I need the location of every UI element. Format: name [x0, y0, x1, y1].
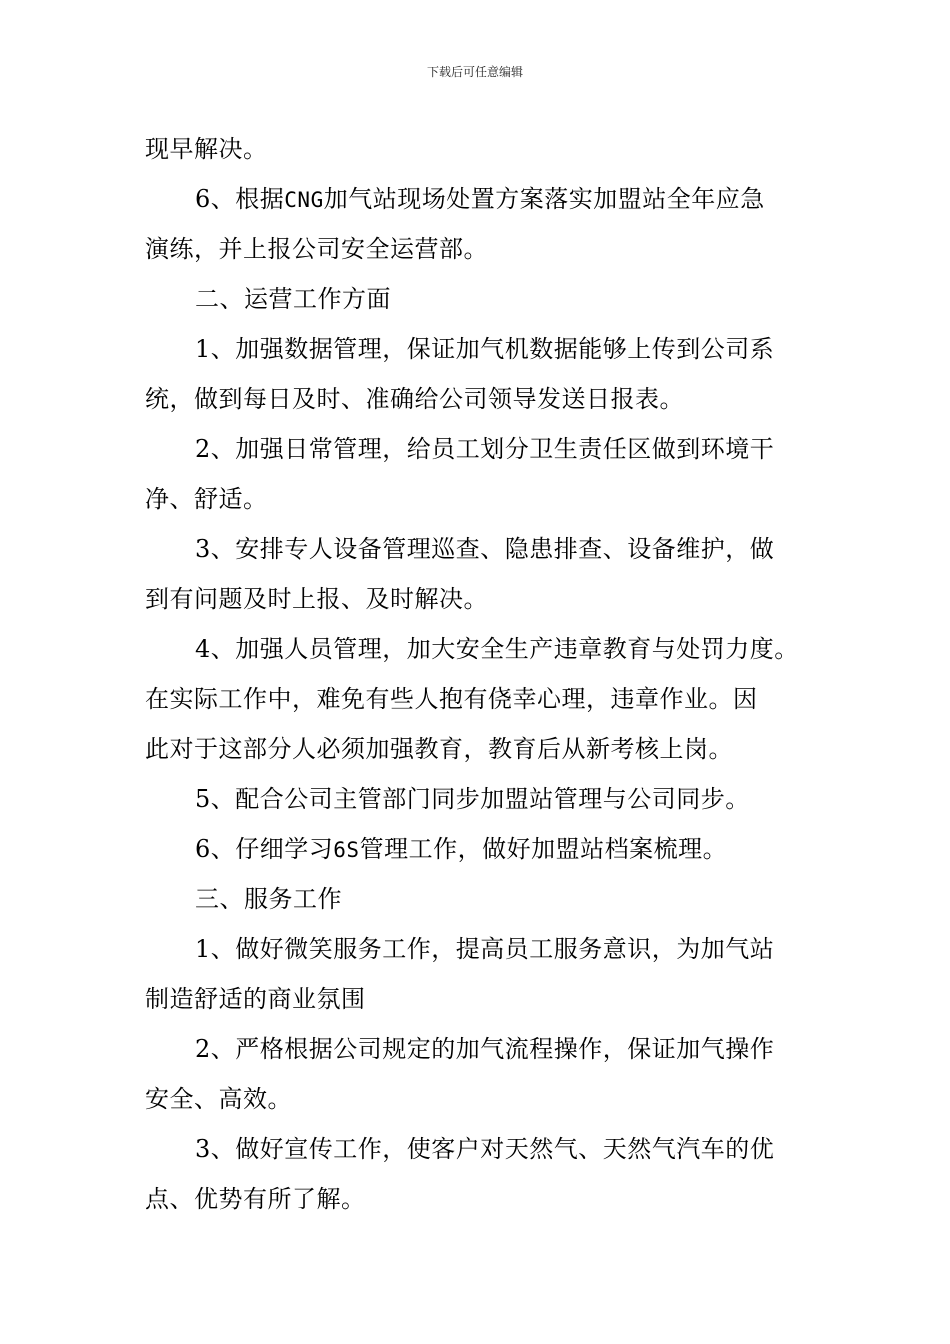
- text-line: 演练，并上报公司安全运营部。: [145, 235, 488, 263]
- text-line: 净、舒适。: [145, 485, 268, 513]
- text-line: 2、严格根据公司规定的加气流程操作，保证加气操作: [195, 1035, 775, 1063]
- document-body: [145, 124, 810, 1224]
- text-line: 现早解决。: [145, 135, 268, 163]
- paragraph-daily-management: [145, 424, 810, 524]
- paragraph-publicity: [145, 1124, 810, 1224]
- section-heading-operations: [145, 274, 810, 324]
- paragraph-emergency-drill: [145, 174, 810, 274]
- text-line: 三、服务工作: [195, 885, 342, 913]
- page-header: 下载后可任意编辑: [426, 65, 523, 79]
- text-line: 3、安排专人设备管理巡查、隐患排查、设备维护，做: [195, 535, 775, 563]
- latin-term: CNG: [284, 188, 324, 212]
- text-line: 在实际工作中，难免有些人抱有侥幸心理，违章作业。因: [145, 685, 758, 713]
- text-line: 二、运营工作方面: [195, 285, 391, 313]
- text-line: 制造舒适的商业氛围: [145, 985, 366, 1013]
- text-line: 统，做到每日及时、准确给公司领导发送日报表。: [145, 385, 684, 413]
- text-line: 2、加强日常管理，给员工划分卫生责任区做到环境干: [195, 435, 775, 463]
- paragraph-continuation: [145, 124, 810, 174]
- text-line: 6、仔细学习6S管理工作，做好加盟站档案梳理。: [195, 835, 728, 863]
- paragraph-smile-service: [145, 924, 810, 1024]
- text-line: 1、做好微笑服务工作，提高员工服务意识，为加气站: [195, 935, 775, 963]
- text-line: 5、配合公司主管部门同步加盟站管理与公司同步。: [195, 785, 750, 813]
- section-heading-service: [145, 874, 810, 924]
- text-line: 到有问题及时上报、及时解决。: [145, 585, 488, 613]
- text-line: 4、加强人员管理，加大安全生产违章教育与处罚力度。: [195, 635, 799, 663]
- text-line: 6、根据CNG加气站现场处置方案落实加盟站全年应急: [195, 185, 765, 213]
- text-line: 3、做好宣传工作，使客户对天然气、天然气汽车的优: [195, 1135, 775, 1163]
- text-line: 点、优势有所了解。: [145, 1185, 366, 1213]
- text-line: 此对于这部分人必须加强教育，教育后从新考核上岗。: [145, 735, 733, 763]
- latin-term: 6S: [333, 838, 360, 862]
- paragraph-equipment-inspection: [145, 524, 810, 624]
- text-line: 安全、高效。: [145, 1085, 292, 1113]
- paragraph-coordination: [145, 774, 810, 824]
- paragraph-personnel-management: [145, 624, 810, 774]
- paragraph-data-management: [145, 324, 810, 424]
- text-line: 1、加强数据管理，保证加气机数据能够上传到公司系: [195, 335, 775, 363]
- paragraph-refuel-procedure: [145, 1024, 810, 1124]
- paragraph-6s-management: [145, 824, 810, 874]
